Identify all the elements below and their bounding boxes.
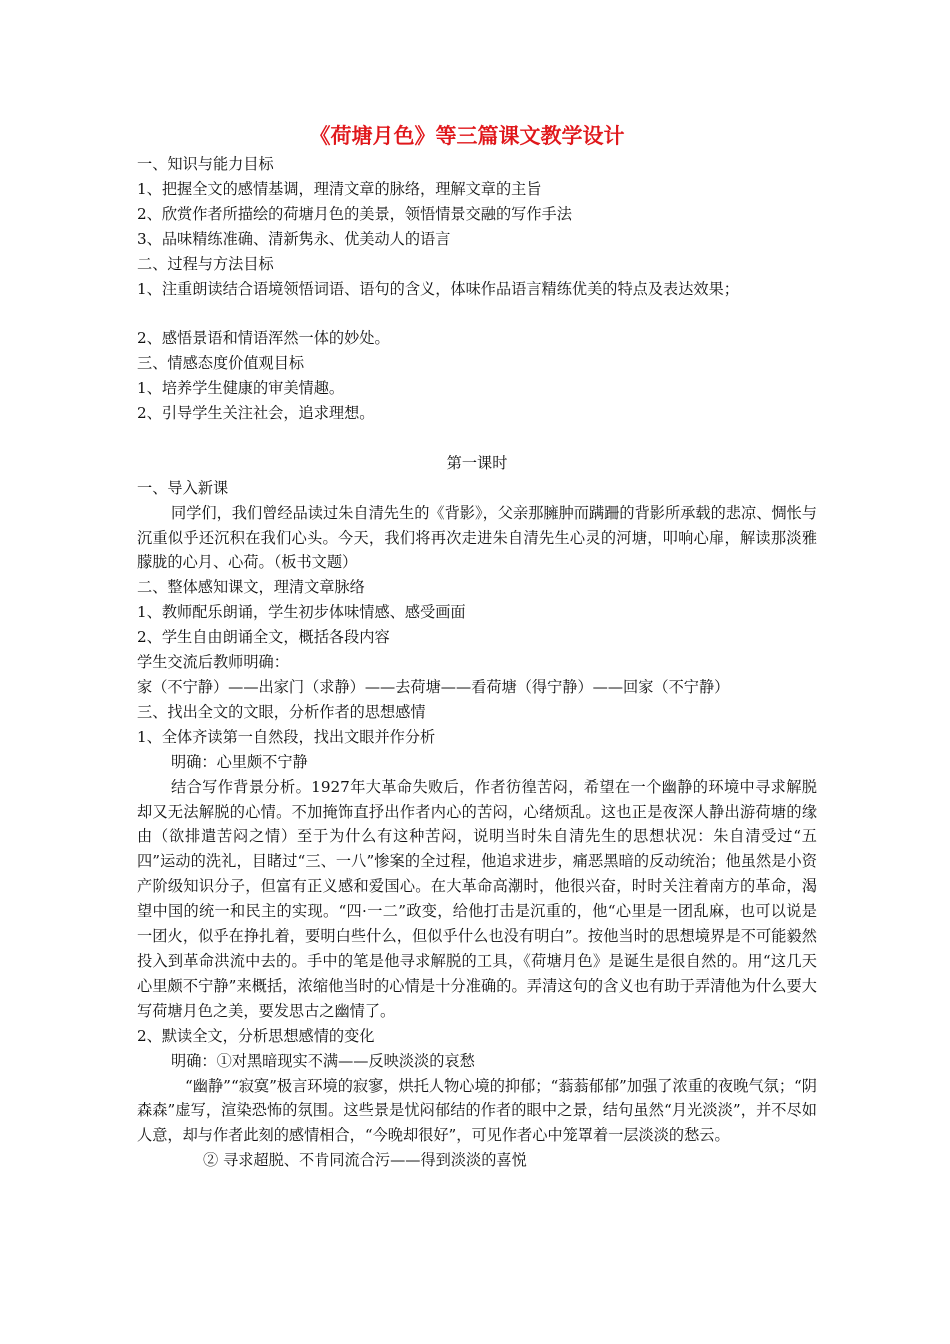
blank-line [137, 426, 817, 451]
clarify-line: 明确：①对黑暗现实不满——反映淡淡的哀愁 [171, 1051, 475, 1070]
scene-paragraph: “幽静”“寂寞”极言环境的寂寥，烘托人物心境的抑郁；“蓊蓊郁郁”加强了浓重的夜晚气氛；“阴森森”虚写，渲染恐怖的氛围。这些景是忧闷郁结的作者的眼中之景，结句虽然“月光淡淡”，并不尽如人意，却与作者此刻的感情相合，“今晚却很好”，可见作者心中笼罩着一层淡淡的愁云。 [137, 1076, 817, 1145]
document-title: 《荷塘月色》等三篇课文教学设计 [309, 123, 625, 148]
structure-line: 家（不宁静）——出家门（求静）——去荷塘——看荷塘（得宁静）——回家（不宁静） [137, 678, 730, 696]
clarify-line: ② 寻求超脱、不肯同流合污——得到淡淡的喜悦 [203, 1151, 527, 1170]
section-line: 三、找出全文的文眼，分析作者的思想感情 [137, 702, 426, 721]
section-line: 2、默读全文，分析思想感情的变化 [137, 1026, 375, 1045]
blank-line [137, 301, 817, 326]
goal-line: 1、注重朗读结合语境领悟词语、语句的含义，体味作品语言精练优美的特点及表达效果； [137, 279, 739, 298]
lesson-heading: 第一课时 [446, 453, 508, 472]
section-line: 二、整体感知课文，理清文章脉络 [137, 578, 365, 597]
goal-line: 2、引导学生关注社会，追求理想。 [137, 404, 375, 423]
goal-line: 2、欣赏作者所描绘的荷塘月色的美景，领悟情景交融的写作手法 [137, 204, 572, 223]
goal-line: 2、感悟景语和情语浑然一体的妙处。 [137, 329, 390, 348]
section-line: 2、学生自由朗诵全文，概括各段内容 [137, 628, 390, 647]
goal-line: 1、把握全文的感情基调，理清文章的脉络，理解文章的主旨 [137, 179, 542, 198]
section-line: 1、教师配乐朗诵，学生初步体味情感、感受画面 [137, 603, 466, 622]
goal-line: 二、过程与方法目标 [137, 254, 274, 273]
section-line: 学生交流后教师明确： [137, 653, 289, 672]
goal-line: 1、培养学生健康的审美情趣。 [137, 379, 345, 398]
goal-line: 3、品味精练准确、清新隽永、优美动人的语言 [137, 229, 451, 248]
clarify-line: 明确：心里颇不宁静 [171, 752, 308, 771]
goal-line: 一、知识与能力目标 [137, 155, 274, 173]
intro-paragraph: 同学们，我们曾经品读过朱自清先生的《背影》，父亲那臃肿而蹒跚的背影所承载的悲凉、惆怅与沉重似乎还沉积在我们心头。今天，我们将再次走进朱自清先生心灵的河塘，叩响心扉，解读那淡雅朦胧的心月、心荷。（板书文题） [137, 503, 817, 572]
analysis-paragraph: 结合写作背景分析。1927年大革命失败后，作者彷徨苦闷，希望在一个幽静的环境中寻求解脱却又无法解脱的心情。不加掩饰直抒出作者内心的苦闷，心绪烦乱。这也正是夜深人静出游荷塘的缘由（欲排遣苦闷之情）至于为什么有这种苦闷，说明当时朱自清先生的思想状况：朱自清受过“五四”运动的洗礼，目睹过“三、一八”惨案的全过程，他追求进步，痛恶黑暗的反动统治；他虽然是小资产阶级知识分子，但富有正义感和爱国心。在大革命高潮时，他很兴奋，时时关注着南方的革命，渴望中国的统一和民主的实现。“四·一二”政变，给他打击是沉重的，他“心里是一团乱麻，也可以说是一团火，似乎在挣扎着，要明白些什么，但似乎什么也没有明白”。按他当时的思想境界是不可能毅然投入到革命洪流中去的。手中的笔是他寻求解脱的工具，《荷塘月色》是诞生是很自然的。用“这几天心里颇不宁静”来概括，浓缩他当时的心情是十分准确的。弄清这句的含义也有助于弄清他为什么要大写荷塘月色之美，要发思古之幽情了。 [137, 777, 817, 1020]
document-page [137, 120, 817, 1173]
section-heading: 一、导入新课 [137, 478, 229, 497]
section-line: 1、全体齐读第一自然段，找出文眼并作分析 [137, 727, 436, 746]
goal-line: 三、情感态度价值观目标 [137, 354, 305, 373]
